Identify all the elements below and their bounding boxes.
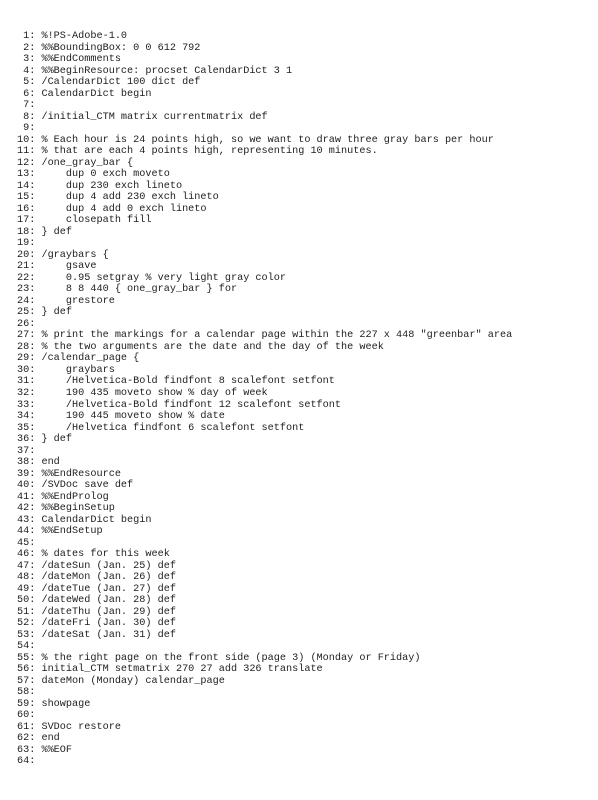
code-line: 60: xyxy=(17,710,36,722)
code-line: 48: /dateMon (Jan. 26) def xyxy=(17,572,176,584)
code-line: 51: /dateThu (Jan. 29) def xyxy=(17,606,176,618)
code-line: 52: /dateFri (Jan. 30) def xyxy=(17,618,176,630)
code-line: 27: % print the markings for a calendar page within the 227 x 448 "greenbar" area xyxy=(17,330,513,342)
code-line: 47: /dateSun (Jan. 25) def xyxy=(17,560,176,572)
code-line: 24: grestore xyxy=(17,295,115,307)
code-line: 22: 0.95 setgray % very light gray color xyxy=(17,272,286,284)
code-line: 28: % the two arguments are the date and the day of the week xyxy=(17,341,384,353)
code-line: 36: } def xyxy=(17,434,73,446)
code-line: 19: xyxy=(17,238,36,250)
code-line: 32: 190 435 moveto show % day of week xyxy=(17,387,268,399)
code-line: 45: xyxy=(17,537,36,549)
code-line: 53: /dateSat (Jan. 31) def xyxy=(17,629,176,641)
code-line: 40: /SVDoc save def xyxy=(17,480,134,492)
code-line: 5: /CalendarDict 100 dict def xyxy=(17,77,201,89)
code-line: 59: showpage xyxy=(17,698,91,710)
code-line: 29: /calendar_page { xyxy=(17,353,140,365)
code-line: 10: % Each hour is 24 points high, so we want to draw three gray bars per hour xyxy=(17,134,494,146)
code-line: 63: %%EOF xyxy=(17,744,73,756)
code-line: 44: %%EndSetup xyxy=(17,526,103,538)
code-line: 2: %%BoundingBox: 0 0 612 792 xyxy=(17,42,201,54)
code-line: 41: %%EndProlog xyxy=(17,491,109,503)
code-line: 38: end xyxy=(17,457,60,469)
code-line: 3: %%EndComments xyxy=(17,54,121,66)
code-line: 54: xyxy=(17,641,36,653)
code-line: 17: closepath fill xyxy=(17,215,152,227)
code-line: 30: graybars xyxy=(17,364,115,376)
code-line: 11: % that are each 4 points high, representing 10 minutes. xyxy=(17,146,378,158)
code-line: 62: end xyxy=(17,733,60,745)
code-line: 61: SVDoc restore xyxy=(17,721,121,733)
code-line: 35: /Helvetica findfont 6 scalefont setfont xyxy=(17,422,305,434)
code-line: 64: xyxy=(17,756,36,768)
code-line: 57: dateMon (Monday) calendar_page xyxy=(17,675,225,687)
code-line: 8: /initial_CTM matrix currentmatrix def xyxy=(17,111,268,123)
code-line: 46: % dates for this week xyxy=(17,549,170,561)
code-line: 31: /Helvetica-Bold findfont 8 scalefont setfont xyxy=(17,376,335,388)
code-line: 7: xyxy=(17,100,36,112)
code-line: 13: dup 0 exch moveto xyxy=(17,169,170,181)
code-line: 42: %%BeginSetup xyxy=(17,503,115,515)
code-line: 43: CalendarDict begin xyxy=(17,514,152,526)
code-line: 16: dup 4 add 0 exch lineto xyxy=(17,203,207,215)
code-line: 34: 190 445 moveto show % date xyxy=(17,411,225,423)
code-line: 21: gsave xyxy=(17,261,97,273)
code-line: 6: CalendarDict begin xyxy=(17,88,152,100)
code-line: 9: xyxy=(17,123,36,135)
code-line: 18: } def xyxy=(17,226,73,238)
code-line: 1: %!PS-Adobe-1.0 xyxy=(17,31,128,42)
code-line: 49: /dateTue (Jan. 27) def xyxy=(17,583,176,595)
code-line: 14: dup 230 exch lineto xyxy=(17,180,183,192)
code-line: 33: /Helvetica-Bold findfont 12 scalefont setfont xyxy=(17,399,342,411)
code-line: 23: 8 8 440 { one_gray_bar } for xyxy=(17,284,238,296)
code-line: 15: dup 4 add 230 exch lineto xyxy=(17,192,219,204)
code-line: 25: } def xyxy=(17,307,73,319)
code-line: 4: %%BeginResource: procset CalendarDict 3 1 xyxy=(17,65,293,77)
code-line: 50: /dateWed (Jan. 28) def xyxy=(17,595,176,607)
code-line: 26: xyxy=(17,318,36,330)
postscript-code-listing xyxy=(17,31,592,768)
code-line: 12: /one_gray_bar { xyxy=(17,157,134,169)
code-line: 39: %%EndResource xyxy=(17,468,121,480)
code-line: 58: xyxy=(17,687,36,699)
code-line: 56: initial_CTM setmatrix 270 27 add 326 translate xyxy=(17,664,323,676)
code-line: 37: xyxy=(17,445,36,457)
code-line: 20: /graybars { xyxy=(17,249,109,261)
code-line: 55: % the right page on the front side (page 3) (Monday or Friday) xyxy=(17,652,421,664)
